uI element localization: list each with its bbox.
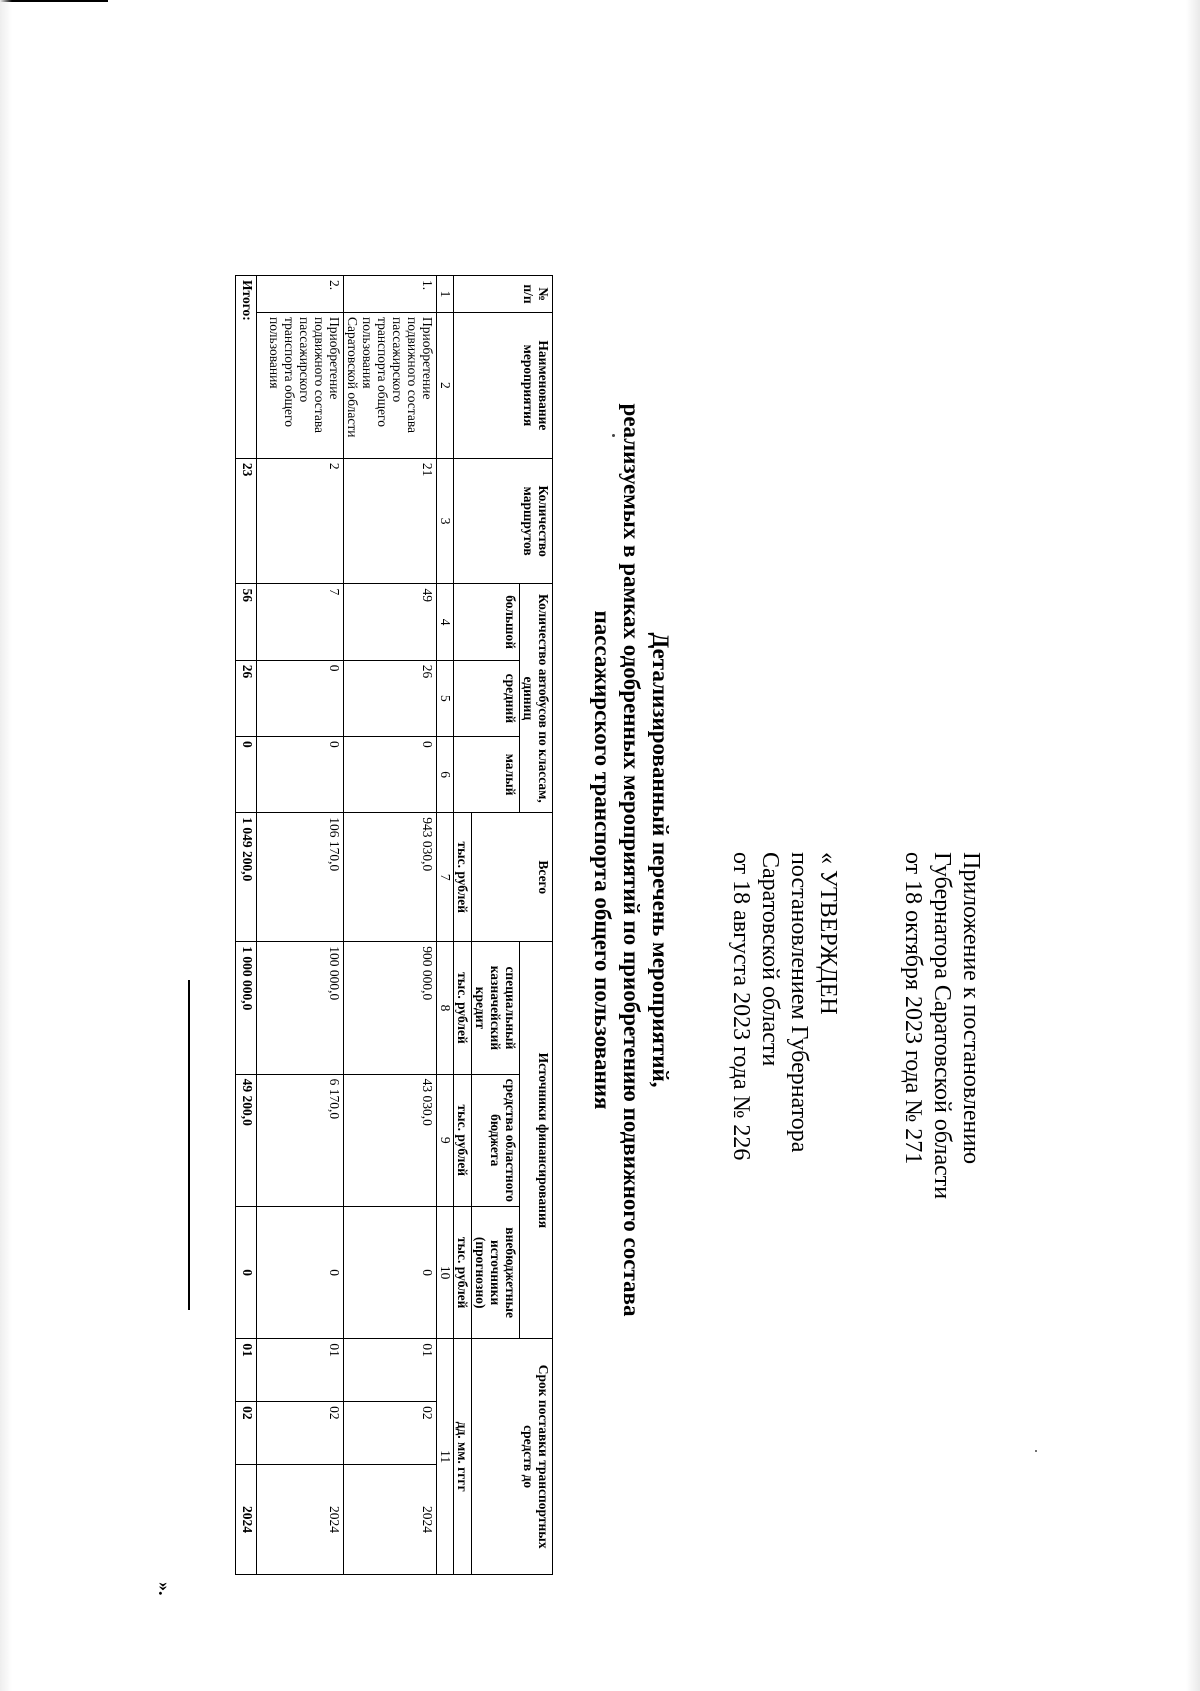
appendix-note <box>898 852 985 1199</box>
column-number: 7 <box>437 813 454 942</box>
totals-small: 0 <box>236 737 257 813</box>
approval-line-3: Саратовской области <box>757 852 783 1067</box>
scan-edge-left <box>0 0 12 1691</box>
title-line-2: реализуемых в рамках одобренных мероприятий по приобретению подвижного состава <box>619 403 644 1317</box>
row-yyyy: 2024 <box>344 1464 437 1574</box>
header-small: малый <box>454 737 520 813</box>
closing-quote-mark: ». <box>155 1582 175 1596</box>
document-title <box>588 80 675 1640</box>
scan-edge-right <box>1186 0 1200 1691</box>
totals-total: 1 049 200,0 <box>236 813 257 942</box>
table-row <box>344 276 437 1575</box>
column-number: 5 <box>437 660 454 736</box>
totals-label: Итого: <box>236 276 257 459</box>
column-number: 10 <box>437 1206 454 1338</box>
row-offbudget: 0 <box>257 1206 344 1338</box>
approval-line-1: « УТВЕРЖДЕН <box>815 852 841 1015</box>
approval-note <box>726 852 842 1160</box>
row-regional: 43 030,0 <box>344 1074 437 1206</box>
row-small: 0 <box>344 737 437 813</box>
totals-regional: 49 200,0 <box>236 1074 257 1206</box>
column-number: 3 <box>437 458 454 584</box>
approval-line-2: постановлением Губернатора <box>786 852 812 1153</box>
appendix-line-2: Губернатора Саратовской области <box>929 852 955 1200</box>
header-routes: Количество маршрутов <box>454 458 553 584</box>
row-mm: 02 <box>344 1402 437 1465</box>
row-total: 106 170,0 <box>257 813 344 942</box>
header-date-format: дд. мм. гггг <box>454 1339 472 1575</box>
header-unit-total: тыс. рублей <box>454 813 472 942</box>
header-buses: Количество автобусов по классам, единиц <box>520 584 553 813</box>
column-number: 4 <box>437 584 454 660</box>
appendix-line-1: Приложение к постановлению <box>958 852 984 1165</box>
column-number: 9 <box>437 1074 454 1206</box>
totals-medium: 26 <box>236 660 257 736</box>
header-row-1 <box>520 276 553 1575</box>
header-sources: Источники финансирования <box>520 942 553 1339</box>
separator-line <box>188 980 190 1310</box>
row-dd: 01 <box>344 1339 437 1402</box>
column-number-row <box>437 276 454 1575</box>
row-credit: 900 000,0 <box>344 942 437 1074</box>
table-row <box>257 276 344 1575</box>
row-large: 49 <box>344 584 437 660</box>
row-mm: 02 <box>257 1402 344 1465</box>
title-line-3: пассажирского транспорта общего пользования <box>590 610 615 1110</box>
column-number: 2 <box>437 313 454 459</box>
row-regional: 6 170,0 <box>257 1074 344 1206</box>
header-deadline: Срок поставки транспортных средств до <box>472 1339 553 1575</box>
rotated-document <box>130 80 1030 1640</box>
column-number: 11 <box>437 1339 454 1575</box>
appendix-line-3: от 18 октября 2023 года № 271 <box>900 852 926 1165</box>
row-medium: 26 <box>344 660 437 736</box>
header-name: Наименование мероприятия <box>454 313 553 459</box>
header-offbudget: внебюджетные источники (прогнозно) <box>472 1206 520 1338</box>
approval-line-4: от 18 августа 2023 года № 226 <box>728 852 754 1161</box>
row-routes: 21 <box>344 458 437 584</box>
header-credit: специальный казначейский кредит <box>472 942 520 1074</box>
row-name: Приобретение подвижного состава пассажирского транспорта общего пользования Саратовской области <box>344 313 437 459</box>
totals-large: 56 <box>236 584 257 660</box>
totals-credit: 1 000 000,0 <box>236 942 257 1074</box>
header-unit-offbudget: тыс. рублей <box>454 1206 472 1338</box>
row-dd: 01 <box>257 1339 344 1402</box>
row-credit: 100 000,0 <box>257 942 344 1074</box>
row-offbudget: 0 <box>344 1206 437 1338</box>
column-number: 1 <box>437 276 454 313</box>
totals-mm: 02 <box>236 1402 257 1465</box>
measures-table <box>235 275 553 1575</box>
totals-row <box>236 276 257 1575</box>
row-yyyy: 2024 <box>257 1464 344 1574</box>
header-total: Всего <box>472 813 553 942</box>
row-routes: 2 <box>257 458 344 584</box>
row-name: Приобретение подвижного состава пассажирского транспорта общего пользования <box>257 313 344 459</box>
totals-offbudget: 0 <box>236 1206 257 1338</box>
row-num: 1. <box>344 276 437 313</box>
row-total: 943 030,0 <box>344 813 437 942</box>
header-unit-credit: тыс. рублей <box>454 942 472 1074</box>
row-large: 7 <box>257 584 344 660</box>
row-small: 0 <box>257 737 344 813</box>
header-medium: средний <box>454 660 520 736</box>
header-num: № п/п <box>454 276 553 313</box>
header-regional: средства областного бюджета <box>472 1074 520 1206</box>
title-line-1: Детализированный перечень мероприятий, <box>648 632 673 1088</box>
scan-top-line <box>0 0 108 2</box>
column-number: 8 <box>437 942 454 1074</box>
scan-speck <box>1035 1450 1037 1452</box>
header-large: большой <box>454 584 520 660</box>
header-unit-regional: тыс. рублей <box>454 1074 472 1206</box>
totals-routes: 23 <box>236 458 257 584</box>
row-medium: 0 <box>257 660 344 736</box>
column-number: 6 <box>437 737 454 813</box>
totals-yyyy: 2024 <box>236 1464 257 1574</box>
row-num: 2. <box>257 276 344 313</box>
totals-dd: 01 <box>236 1339 257 1402</box>
